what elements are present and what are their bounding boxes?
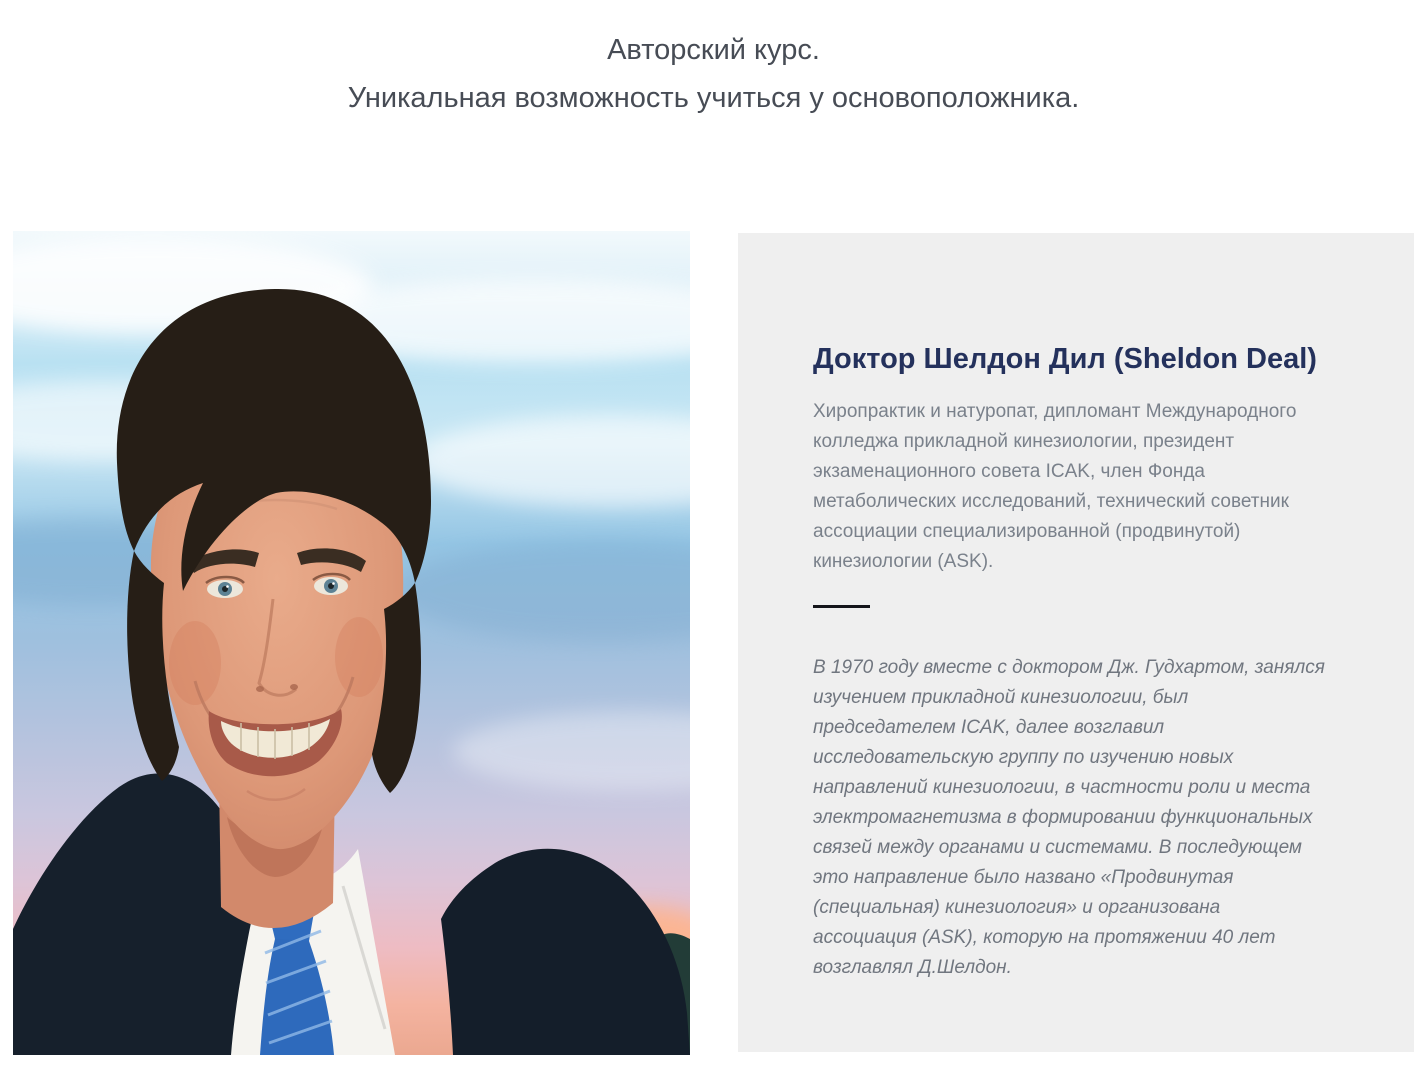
profile-history: В 1970 году вместе с доктором Дж. Гудхартом, занялся изучением прикладной кинезиологии, был председателем ICAK, далее возглавил исследовательскую группу по изучению новых направлений кинезиологии, в частности роли и места электромагнетизма в формировании функциональных связей между органами и системами. В последующем это направление было названо «Продвинутая (специальная) кинезиология» и организована ассоциация (ASK), которую на протяжении 40 лет возглавлял Д.Шелдон.	[813, 657, 1325, 978]
profile-card	[738, 233, 1414, 1052]
portrait-illustration	[13, 231, 690, 1055]
profile-name: Доктор Шелдон Дил (Sheldon Deal)	[813, 343, 1317, 375]
profile-bio: Хиропрактик и натуропат, дипломант Международного колледжа прикладной кинезиологии, президент экзаменационного совета ICAK, член Фонда метаболических исследований, технический советник ассоциации специализированной (продвинутой) кинезиологии (ASK).	[813, 401, 1297, 572]
portrait-photo	[13, 231, 690, 1055]
divider	[813, 605, 870, 608]
heading-line-2: Уникальная возможность учиться у основоположника.	[347, 82, 1080, 114]
heading-line-1: Авторский курс.	[607, 34, 820, 66]
section-heading	[0, 26, 1427, 122]
